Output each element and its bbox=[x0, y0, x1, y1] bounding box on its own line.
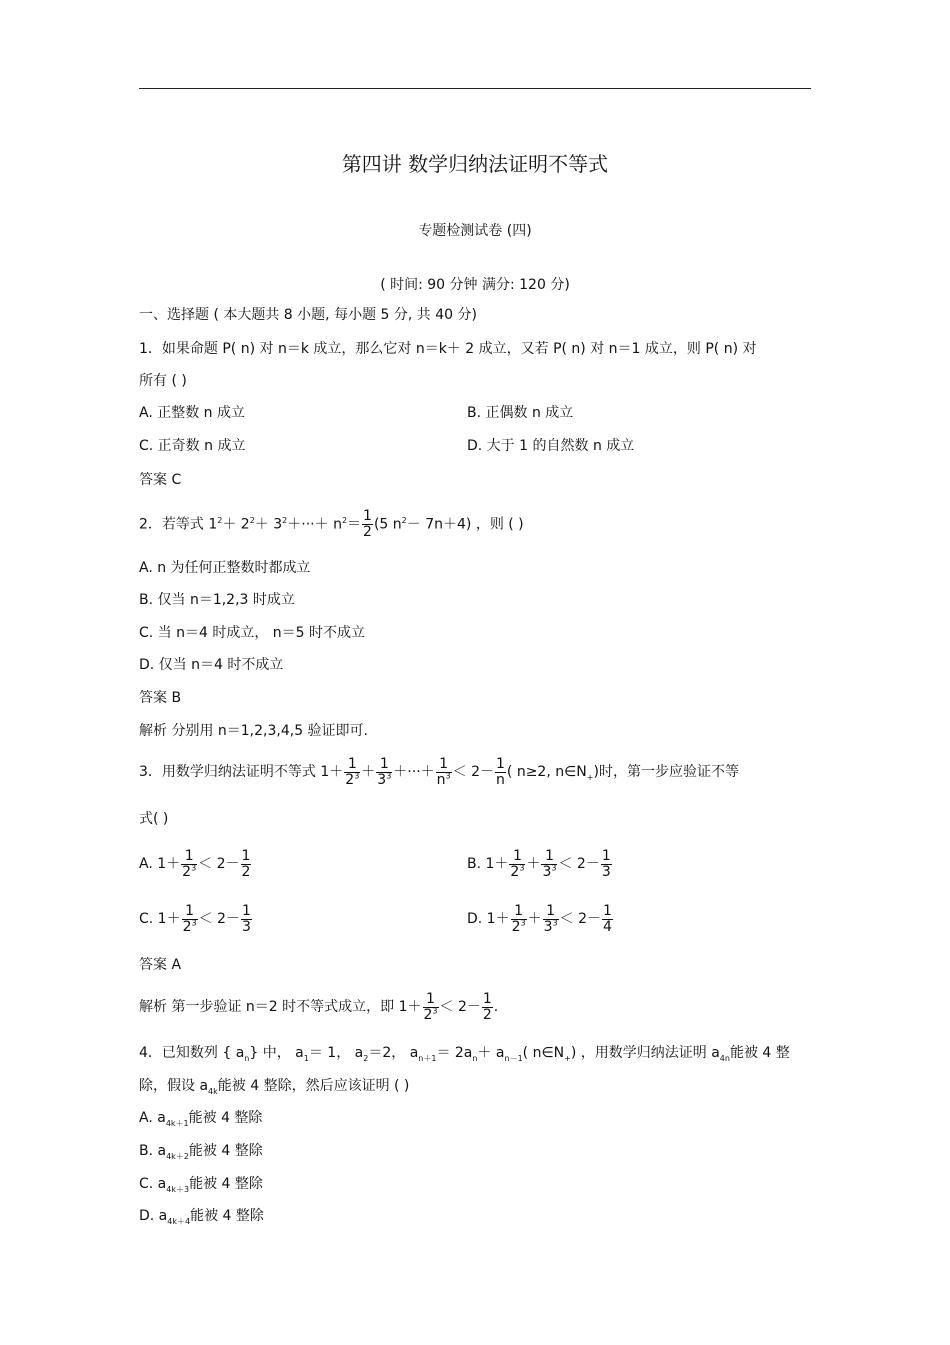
q2-analysis: 解析 分别用 n＝1,2,3,4,5 验证即可. bbox=[139, 723, 369, 739]
q3-option-c: C. 1＋ $\frac{1}{2^3}$ ＜ 2－ $\frac{1}{3}$ bbox=[139, 902, 251, 935]
q1-stem-line2: 所有 ( ) bbox=[139, 373, 187, 389]
q2-stem: 2．若等式 $1^2+ 2^2+ 3^2+\cdot\cdot\cdot+ n^2=$ $\frac{1}{2}$ (5 $n^2- 7n+4$) ，则 ( ) bbox=[139, 508, 524, 540]
page-title: 第四讲 数学归纳法证明不等式 bbox=[341, 152, 609, 176]
q4-stem-line2: 除，假设 $a_{4k}$能被 4 整除，然后应该证明 ( ) bbox=[139, 1078, 410, 1096]
q3-option-d: D. 1＋ $\frac{1}{2^3}$ ＋ $\frac{1}{3^3}$ ＜ 2－ $\frac{1}{4}$ bbox=[467, 902, 612, 935]
q2-option-a: A. n 为任何正整数时都成立 bbox=[139, 560, 311, 576]
top-rule bbox=[139, 88, 811, 89]
q4-stem-line1: 4．已知数列 { $a_n$} 中， $a_1= 1$， $a_2=2$， $a_{n+1}= 2a_n+ a_{n-1}$( $n\in N_+$) ，用数学归纳法证明 $a_{4n}$能被 4 整 bbox=[139, 1045, 790, 1063]
q2-option-d: D. 仅当 n＝4 时不成立 bbox=[139, 657, 284, 673]
q1-stem-line1: 1．如果命题 P( n) 对 n＝k 成立，那么它对 n＝k＋ 2 成立，又若 P( n) 对 n＝1 成立，则 P( n) 对 bbox=[139, 341, 757, 357]
section-heading: 一、选择题 ( 本大题共 8 小题, 每小题 5 分, 共 40 分) bbox=[139, 307, 477, 323]
q1-option-c: C. 正奇数 n 成立 bbox=[139, 438, 246, 454]
q1-option-d: D. 大于 1 的自然数 n 成立 bbox=[467, 438, 635, 454]
q2-option-c: C. 当 n＝4 时成立， n＝5 时不成立 bbox=[139, 625, 366, 641]
q4-option-c: C. $a_{4k+3}$能被 4 整除 bbox=[139, 1176, 263, 1194]
page-subtitle: 专题检测试卷 (四) bbox=[418, 223, 532, 239]
q4-option-b: B. $a_{4k+2}$能被 4 整除 bbox=[139, 1143, 263, 1161]
q1-option-b: B. 正偶数 n 成立 bbox=[467, 405, 574, 421]
q3-option-a: A. 1＋ $\frac{1}{2^3}$ ＜ 2－ $\frac{1}{2}$ bbox=[139, 847, 251, 880]
q2-half-fraction: $\frac{1}{2}$ bbox=[363, 508, 372, 540]
q1-answer: 答案 C bbox=[139, 472, 182, 488]
q3-analysis: 解析 第一步验证 n＝2 时不等式成立，即 1＋ $\frac{1}{2^3}$ ＜ 2－ $\frac{1}{2}$ . bbox=[139, 990, 499, 1023]
q4-option-d: D. $a_{4k+4}$能被 4 整除 bbox=[139, 1208, 264, 1226]
q3-stem-line2: 式( ) bbox=[139, 811, 169, 827]
exam-info: ( 时间: 90 分钟 满分: 120 分) bbox=[380, 277, 570, 293]
q2-option-b: B. 仅当 n＝1,2,3 时成立 bbox=[139, 592, 295, 608]
q2-answer: 答案 B bbox=[139, 690, 182, 706]
q3-answer: 答案 A bbox=[139, 957, 182, 973]
q4-option-a: A. $a_{4k+1}$能被 4 整除 bbox=[139, 1110, 263, 1128]
q3-option-b: B. 1＋ $\frac{1}{2^3}$ ＋ $\frac{1}{3^3}$ ＜ 2－ $\frac{1}{3}$ bbox=[467, 847, 611, 880]
q1-option-a: A. 正整数 n 成立 bbox=[139, 405, 246, 421]
q3-stem: 3．用数学归纳法证明不等式 1＋ $\frac{1}{2^3}$ ＋ $\frac{1}{3^3}$ ＋···＋ $\frac{1}{n^3}$ ＜ 2－ $\frac{1}{n}$ ( n≥2, $n\in N_+$)时，第一步应验证不等 bbox=[139, 755, 739, 788]
